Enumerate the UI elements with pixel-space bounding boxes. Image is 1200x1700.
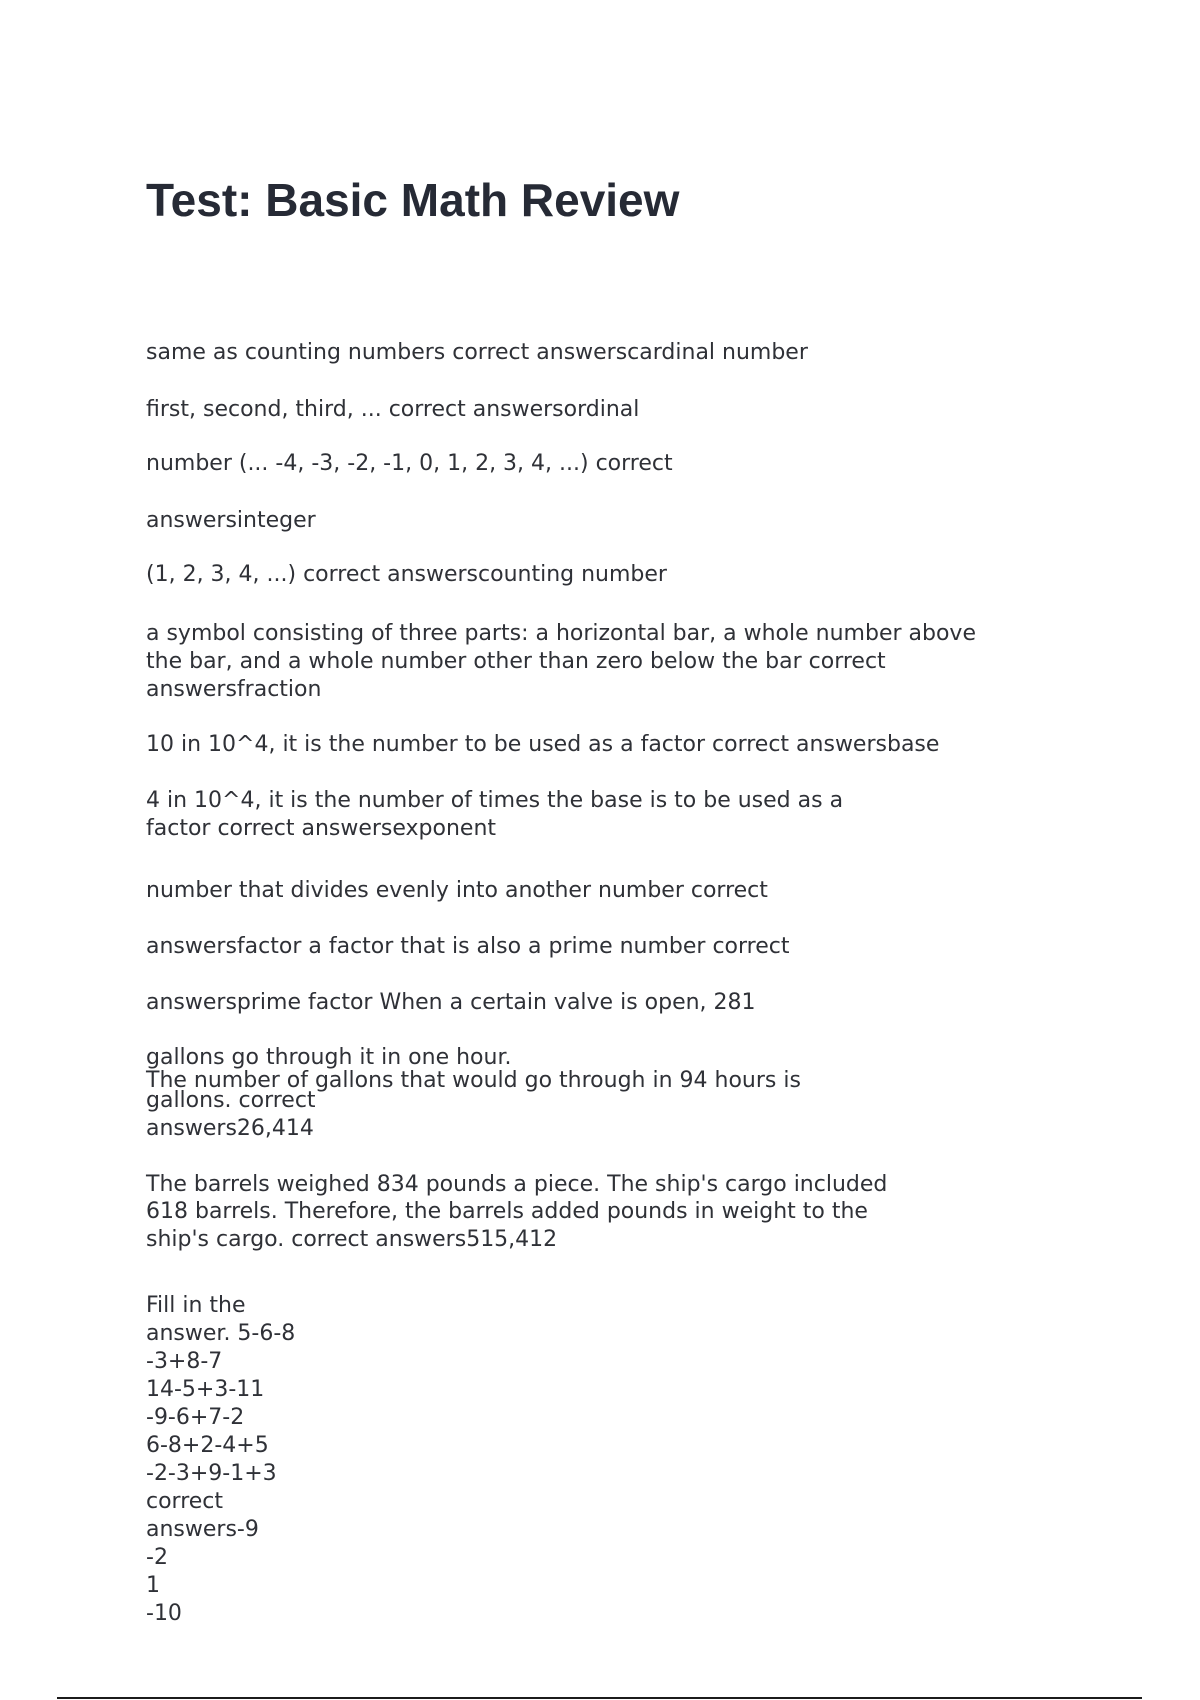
- text-line: gallons go through it in one hour.: [146, 1045, 512, 1070]
- text-line: gallons. correct: [146, 1088, 316, 1113]
- text-line: same as counting numbers correct answerscardinal number: [146, 340, 808, 365]
- text-line: the bar, and a whole number other than zero below the bar correct: [146, 649, 886, 674]
- text-line: 618 barrels. Therefore, the barrels added pounds in weight to the: [146, 1199, 868, 1224]
- text-line: -9-6+7-2: [146, 1405, 245, 1430]
- text-line: first, second, third, ... correct answersordinal: [146, 397, 640, 422]
- text-line: answersprime factor When a certain valve is open, 281: [146, 990, 756, 1015]
- text-line: ship's cargo. correct answers515,412: [146, 1227, 558, 1252]
- text-line: 4 in 10^4, it is the number of times the base is to be used as a: [146, 788, 844, 813]
- text-line: correct: [146, 1489, 224, 1514]
- page-title: Test: Basic Math Review: [146, 174, 680, 226]
- footer-divider: [57, 1697, 1142, 1699]
- text-line: answersinteger: [146, 508, 316, 533]
- text-line: answer. 5-6-8: [146, 1321, 296, 1346]
- text-line: answersfraction: [146, 677, 322, 702]
- text-line: factor correct answersexponent: [146, 816, 497, 841]
- text-line: 10 in 10^4, it is the number to be used as a factor correct answersbase: [146, 732, 940, 757]
- text-line: (1, 2, 3, 4, ...) correct answerscounting number: [146, 562, 667, 587]
- worksheet-block: [146, 1292, 946, 1626]
- text-line: number (... -4, -3, -2, -1, 0, 1, 2, 3, 4, ...) correct: [146, 451, 673, 476]
- text-line: -10: [146, 1601, 182, 1626]
- text-line: answersfactor a factor that is also a prime number correct: [146, 934, 790, 959]
- text-line: The barrels weighed 834 pounds a piece. The ship's cargo included: [146, 1172, 888, 1197]
- text-line: number that divides evenly into another number correct: [146, 878, 768, 903]
- text-line: a symbol consisting of three parts: a horizontal bar, a whole number above: [146, 621, 976, 646]
- text-line: 6-8+2-4+5: [146, 1433, 269, 1458]
- text-line: answers-9: [146, 1517, 259, 1542]
- text-line: -2-3+9-1+3: [146, 1461, 277, 1486]
- text-line: answers26,414: [146, 1116, 314, 1141]
- text-line: The number of gallons that would go through in 94 hours is: [146, 1068, 801, 1093]
- text-line: -2: [146, 1545, 168, 1570]
- text-line: 14-5+3-11: [146, 1377, 265, 1402]
- text-line: 1: [146, 1573, 160, 1598]
- text-line: -3+8-7: [146, 1349, 223, 1374]
- text-line: Fill in the: [146, 1293, 246, 1318]
